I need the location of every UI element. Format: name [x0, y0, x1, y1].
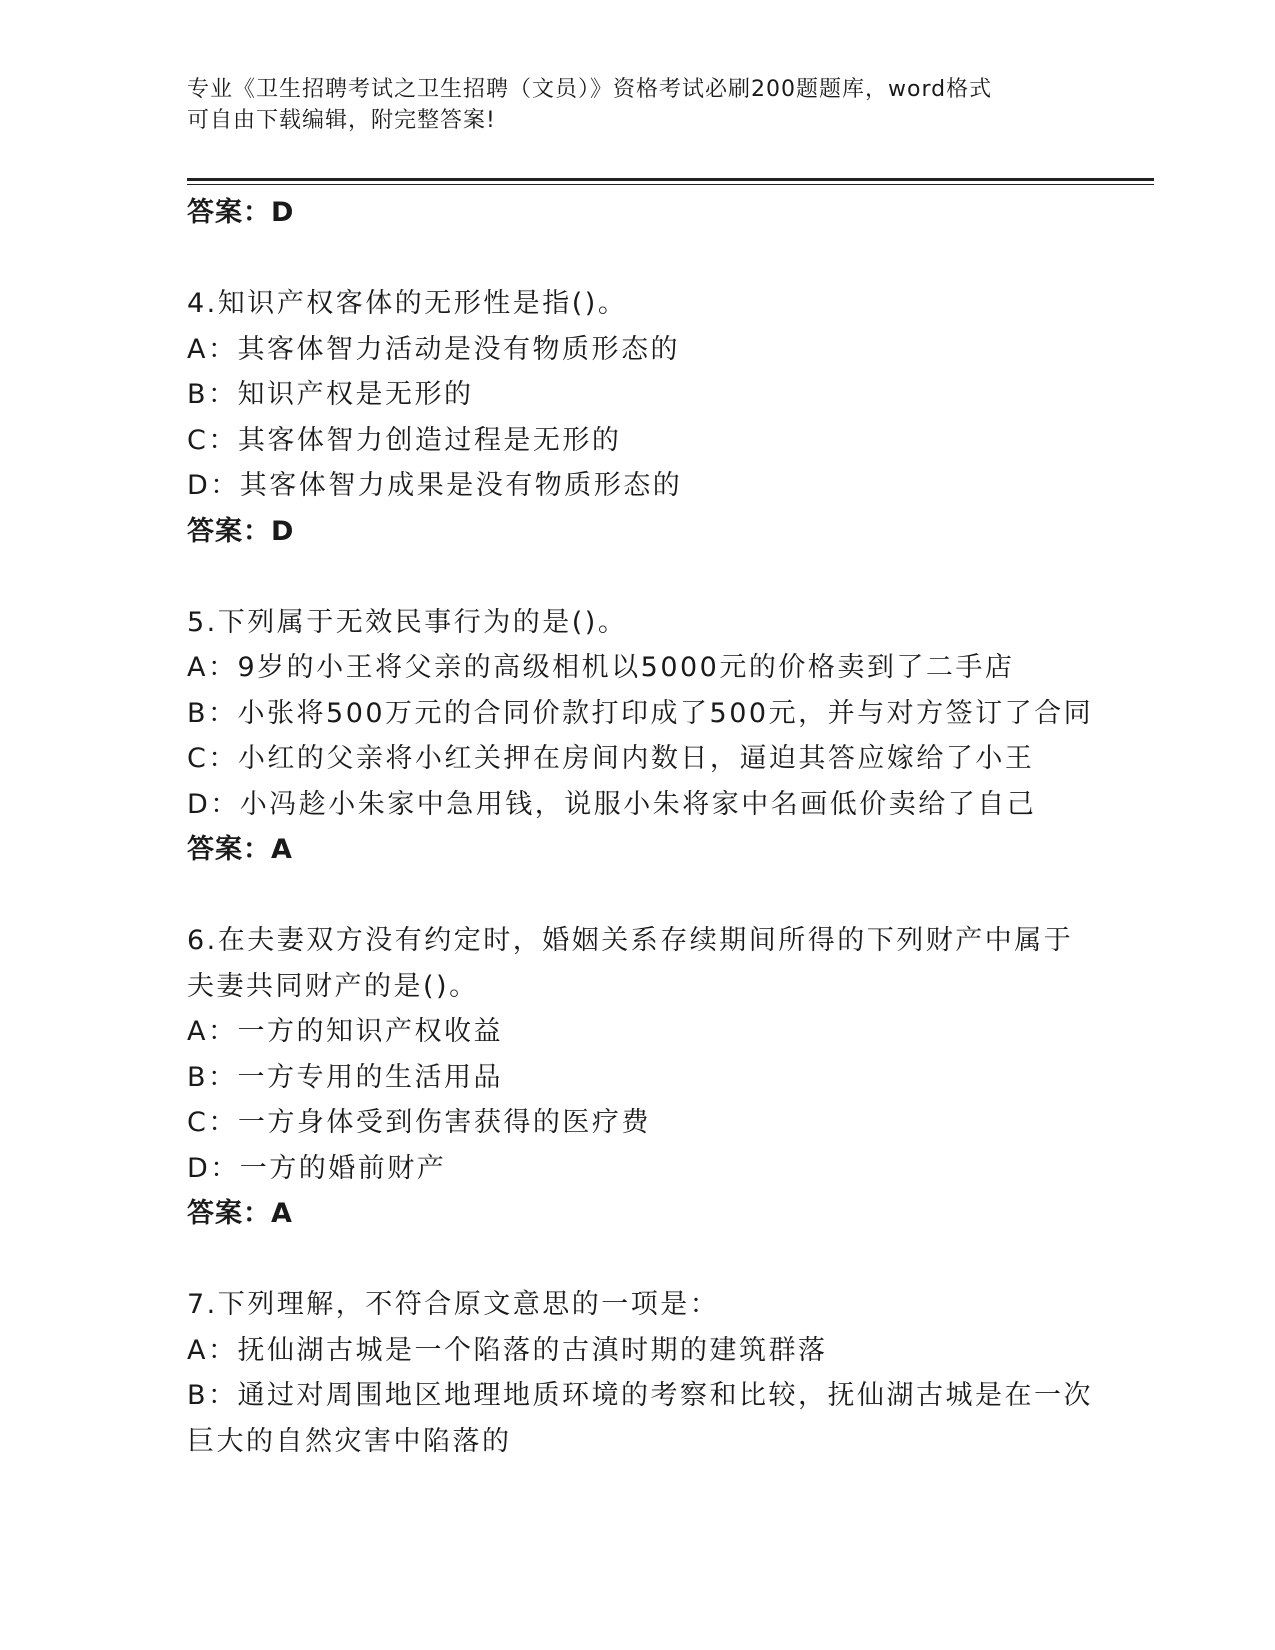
question-stem-line-1: 6.在夫妻双方没有约定时，婚姻关系存续期间所得的下列财产中属于	[187, 925, 1074, 956]
option-b: B：小张将500万元的合同价款打印成了500元，并与对方签订了合同	[187, 697, 1094, 729]
answer: 答案：D	[187, 515, 295, 547]
option-a: A：9岁的小王将父亲的高级相机以5000元的价格卖到了二手店	[187, 652, 1015, 683]
option-b: B：通过对周围地区地理地质环境的考察和比较，抚仙湖古城是在一次	[187, 1380, 1094, 1411]
header-line-2: 可自由下载编辑，附完整答案!	[187, 108, 496, 133]
question-7	[187, 1282, 1094, 1464]
question-list	[187, 190, 1094, 1464]
question-stem: 5.下列属于无效民事行为的是()。	[187, 606, 628, 638]
previous-answer: 答案：D	[187, 197, 295, 228]
option-b-continued: 巨大的自然灾害中陷落的	[187, 1425, 512, 1457]
header-line-1: 专业《卫生招聘考试之卫生招聘（文员）》资格考试必刷200题题库，word格式	[187, 77, 993, 102]
option-c: C：其客体智力创造过程是无形的	[187, 424, 622, 456]
option-a: A：一方的知识产权收益	[187, 1016, 503, 1047]
header-rule-thick	[187, 178, 1154, 181]
option-c: C：一方身体受到伤害获得的医疗费	[187, 1107, 651, 1138]
option-c: C：小红的父亲将小红关押在房间内数日，逼迫其答应嫁给了小王	[187, 743, 1035, 774]
option-b: B：知识产权是无形的	[187, 379, 474, 410]
answer: 答案：A	[187, 834, 293, 865]
option-a: A：其客体智力活动是没有物质形态的	[187, 333, 680, 365]
option-b: B：一方专用的生活用品	[187, 1061, 504, 1093]
question-4	[187, 281, 1087, 554]
option-d: D：其客体智力成果是没有物质形态的	[187, 470, 683, 501]
answer: 答案：A	[187, 1198, 293, 1229]
document-header	[187, 74, 1087, 136]
question-stem: 7.下列理解，不符合原文意思的一项是：	[187, 1289, 720, 1320]
option-d: D：一方的婚前财产	[187, 1152, 447, 1184]
question-stem: 4.知识产权客体的无形性是指()。	[187, 288, 628, 319]
question-5	[187, 600, 1094, 873]
question-stem-line-2: 夫妻共同财产的是()。	[187, 970, 479, 1002]
question-6	[187, 918, 1087, 1237]
option-a: A：抚仙湖古城是一个陷落的古滇时期的建筑群落	[187, 1334, 828, 1366]
header-rule-thin	[187, 184, 1154, 185]
option-d: D：小冯趁小朱家中急用钱，说服小朱将家中名画低价卖给了自己	[187, 788, 1037, 820]
